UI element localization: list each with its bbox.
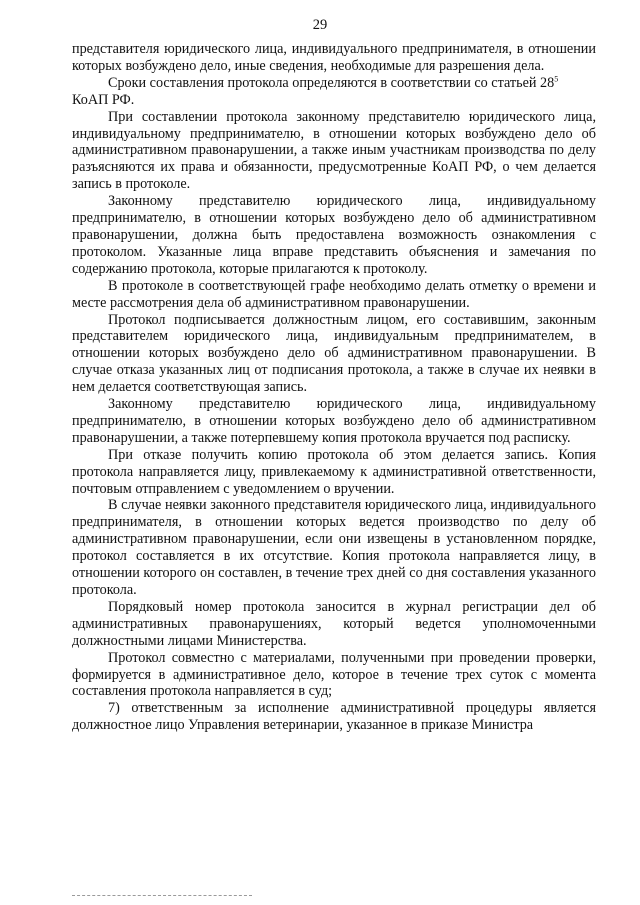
paragraph-non-appearance: В случае неявки законного представителя юридического лица, индивидуального предпринимателя, в отношении которых ведется производство по делу об административном правонарушении, если они извещены в установленном порядке, протокол составляется в их отсутствие. Копия протокола направляется лицу, в отношении которого он составлен, в течение трех дней со дня составления указанного протокола. — [72, 497, 596, 598]
document-body — [72, 41, 596, 734]
paragraph-responsible-official: 7) ответственным за исполнение административной процедуры является должностное лицо Управления ветеринарии, указанное в приказе Министра — [72, 700, 596, 734]
paragraph-registration: Порядковый номер протокола заносится в журнал регистрации дел об административных правонарушениях, который ведется уполномоченными должностными лицами Министерства. — [72, 598, 596, 649]
paragraph-time-place: В протоколе в соответствующей графе необходимо делать отметку о времени и месте рассмотрения дела об административном правонарушении. — [72, 277, 596, 311]
paragraph-case-details: представителя юридического лица, индивидуального предпринимателя, в отношении которых возбуждено дело, иные сведения, необходимые для разрешения дела. — [72, 41, 596, 74]
paragraph-rights-explained: При составлении протокола законному представителю юридического лица, индивидуальному предпринимателю, в отношении которых возбуждено дело об административном правонарушении, а также иным участникам производства по делу разъясняются их права и обязанности, предусмотренные КоАП РФ, о чем делается запись в протоколе. — [72, 108, 596, 193]
footer-rule — [72, 895, 252, 896]
paragraph-familiarization: Законному представителю юридического лица, индивидуальному предпринимателю, в отношении которых возбуждено дело об административном правонарушении, должна быть предоставлена возможность ознакомления с протоколом. Указанные лица вправе представить объяснения и замечания по содержанию протокола, которые прилагаются к протоколу. — [72, 193, 596, 277]
paragraph-koap-ref: КоАП РФ. — [72, 91, 135, 108]
paragraph-protocol-deadline — [72, 75, 596, 92]
paragraph-copy-refusal: При отказе получить копию протокола об этом делается запись. Копия протокола направляется лицу, привлекаемому к административной ответственности, почтовым отправлением с уведомлением о вручении. — [72, 446, 596, 497]
paragraph-signing: Протокол подписывается должностным лицом, его составившим, законным представителем юридического лица, индивидуальным предпринимателем, в отношении которых возбуждено дело об административном правонарушении. В случае отказа указанных лиц от подписания протокола, а также в случае их неявки в нем делается соответствующая запись. — [72, 311, 596, 396]
page-number: 29 — [312, 17, 328, 33]
paragraph-copy-delivery: Законному представителю юридического лица, индивидуальному предпринимателю, в отношении которых возбуждено дело об административном правонарушении, а также потерпевшему копия протокола вручается под расписку. — [72, 396, 596, 446]
paragraph-court-referral: Протокол совместно с материалами, полученными при проведении проверки, формируется в административное дело, которое в течение трех суток с момента составления протокола направляется в суд; — [72, 649, 596, 700]
article-superscript: 5 — [554, 74, 559, 84]
deadline-sentence: Сроки составления протокола определяются в соответствии со статьей 28 — [108, 74, 555, 91]
